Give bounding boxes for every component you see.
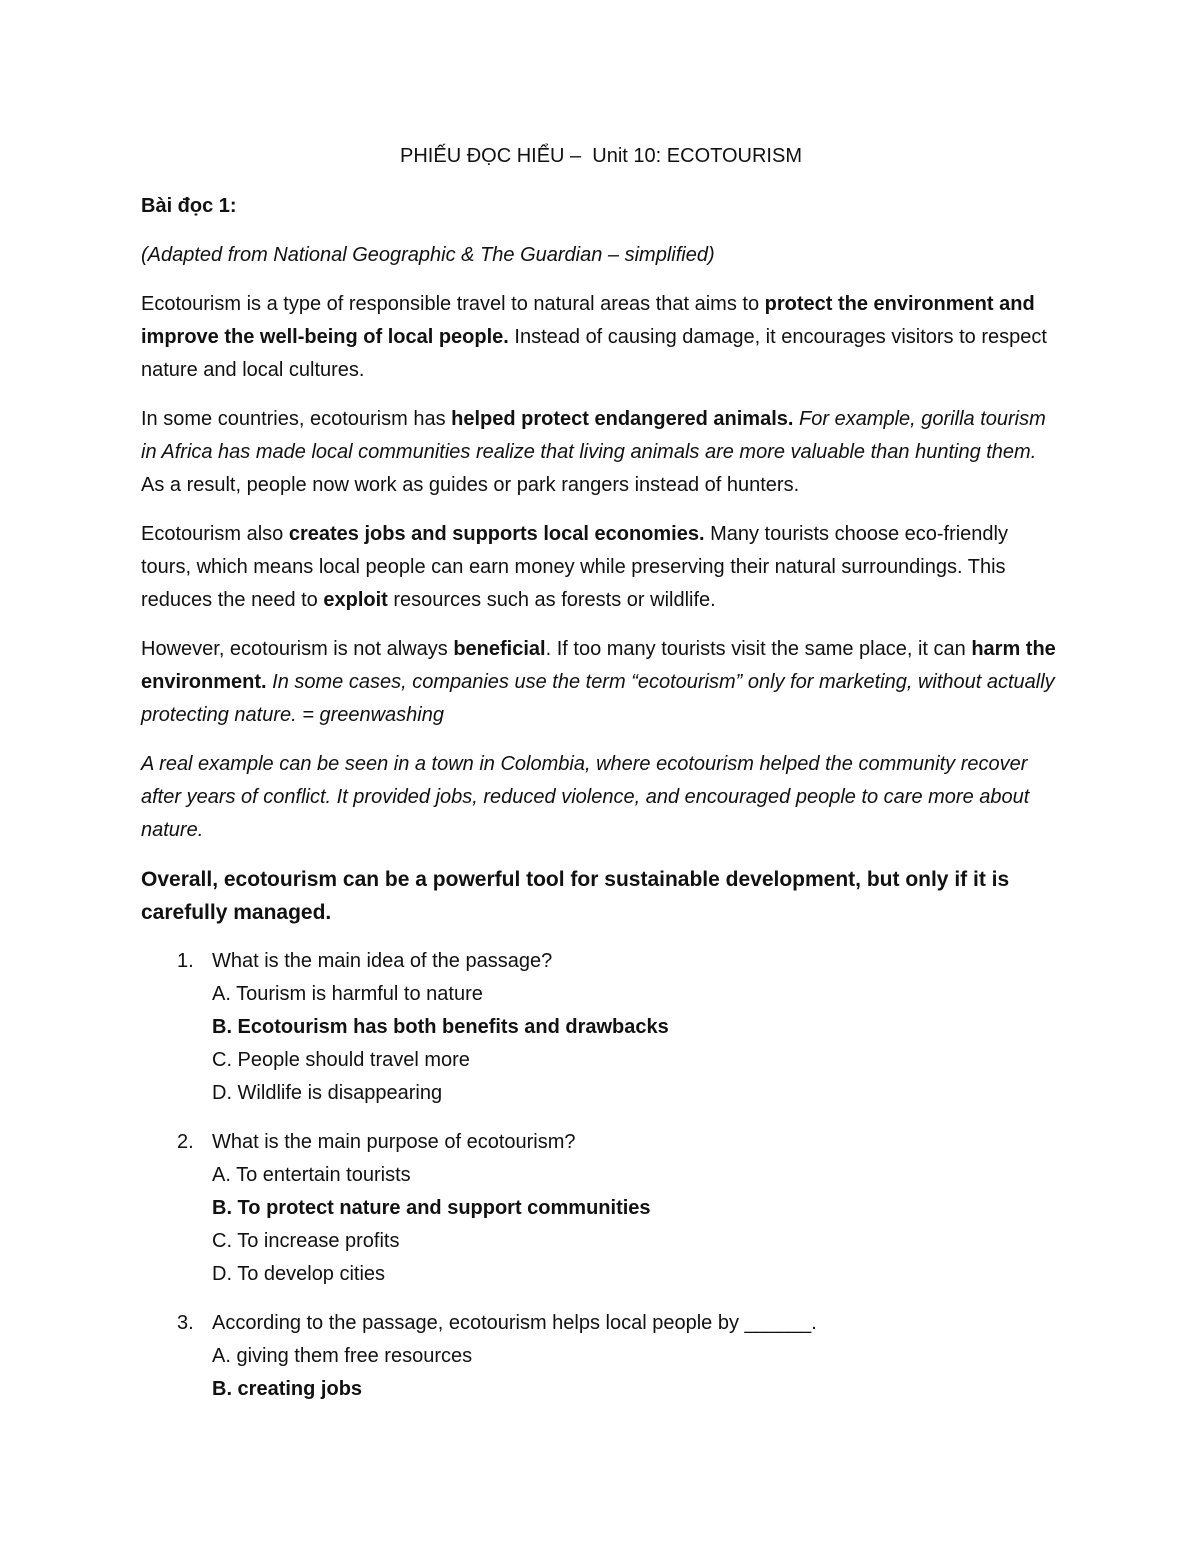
question-number: 1. bbox=[177, 950, 194, 972]
source-note: (Adapted from National Geographic & The Guardian – simplified) bbox=[141, 244, 715, 266]
answer-option: A. Tourism is harmful to nature bbox=[212, 983, 483, 1005]
question-text: According to the passage, ecotourism helps local people by ______. bbox=[212, 1312, 817, 1334]
question-text: What is the main purpose of ecotourism? bbox=[212, 1131, 576, 1153]
paragraph-5 bbox=[141, 748, 1061, 847]
p4-text-2: . If too many tourists visit the same place, it can bbox=[545, 638, 972, 660]
question-text: What is the main idea of the passage? bbox=[212, 950, 553, 972]
paragraph-3 bbox=[141, 518, 1061, 617]
p3-text-3: resources such as forests or wildlife. bbox=[387, 589, 716, 611]
answer-option: A. giving them free resources bbox=[212, 1345, 473, 1367]
p1-text-1: Ecotourism is a type of responsible travel to natural areas that aims to bbox=[141, 293, 765, 315]
paragraph-4 bbox=[141, 633, 1061, 732]
answer-option: A. To entertain tourists bbox=[212, 1164, 411, 1186]
p1-bold-1: protect the environment and improve the well-being of local people. bbox=[141, 293, 1035, 348]
answer-option: D. To develop cities bbox=[212, 1263, 386, 1285]
reading-label: Bài đọc 1: bbox=[141, 195, 237, 217]
p2-italic-1: For example, gorilla tourism in Africa has made local communities realize that living animals are more valuable than hunting them. bbox=[141, 408, 1046, 463]
p3-text-2: Many tourists choose eco-friendly tours, which means local people can earn money while preserving their natural surroundings. This reduces the need to bbox=[141, 523, 1008, 611]
question-1 bbox=[141, 945, 1061, 1110]
question-list bbox=[141, 945, 1061, 1406]
answer-option-correct: B. creating jobs bbox=[212, 1378, 363, 1400]
p2-bold-1: helped protect endangered animals. bbox=[451, 408, 794, 430]
conclusion: Overall, ecotourism can be a powerful tool for sustainable development, but only if it is carefully managed. bbox=[141, 868, 1010, 924]
answer-option-correct: B. To protect nature and support communities bbox=[212, 1197, 651, 1219]
p1-text-2: Instead of causing damage, it encourages visitors to respect nature and local cultures. bbox=[141, 326, 1047, 381]
p3-bold-1: creates jobs and supports local economies. bbox=[288, 523, 705, 545]
answer-option-correct: B. Ecotourism has both benefits and drawbacks bbox=[212, 1016, 669, 1038]
p3-bold-2: exploit bbox=[323, 589, 388, 611]
question-3 bbox=[141, 1307, 1061, 1406]
answer-option: D. Wildlife is disappearing bbox=[212, 1082, 443, 1104]
p5-italic-1: A real example can be seen in a town in Colombia, where ecotourism helped the community recover after years of conflict. It provided jobs, reduced violence, and encouraged people to care more about nature. bbox=[141, 753, 1030, 841]
question-number: 2. bbox=[177, 1131, 194, 1153]
paragraph-2 bbox=[141, 403, 1061, 502]
document-content bbox=[141, 140, 1061, 1422]
answer-option: C. To increase profits bbox=[212, 1230, 400, 1252]
answer-option: C. People should travel more bbox=[212, 1049, 470, 1071]
p3-text-1: Ecotourism also bbox=[141, 523, 289, 545]
p4-text-1: However, ecotourism is not always bbox=[141, 638, 454, 660]
page-title bbox=[141, 140, 1061, 173]
paragraph-1 bbox=[141, 288, 1061, 387]
question-2 bbox=[141, 1126, 1061, 1291]
title-prefix: PHIẾU ĐỌC HIỂU – bbox=[400, 145, 582, 167]
p2-text-1: In some countries, ecotourism has bbox=[141, 408, 452, 430]
p4-bold-2: harm the environment. bbox=[141, 638, 1056, 693]
p4-italic-1: In some cases, companies use the term “ecotourism” only for marketing, without actually protecting nature. = greenwashing bbox=[141, 671, 1055, 726]
p4-bold-1: beneficial bbox=[453, 638, 546, 660]
title-unit: Unit 10: ECOTOURISM bbox=[592, 145, 802, 167]
p2-text-2: As a result, people now work as guides or park rangers instead of hunters. bbox=[141, 474, 800, 496]
question-number: 3. bbox=[177, 1312, 194, 1334]
